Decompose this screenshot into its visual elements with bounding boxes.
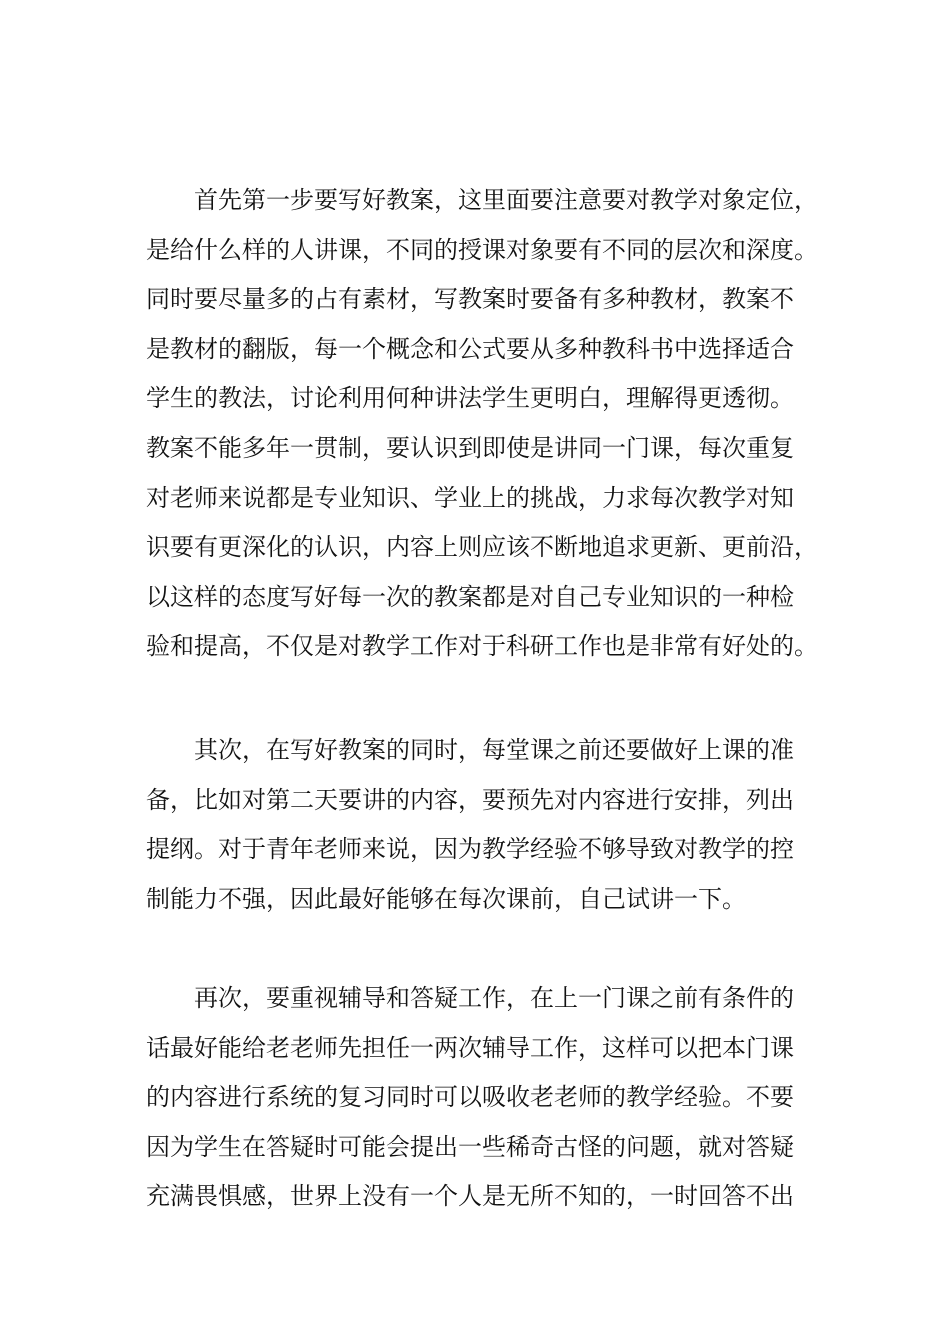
paragraph-line: 是给什么样的人讲课，不同的授课对象要有不同的层次和深度。 — [146, 235, 818, 264]
paragraph-line: 其次，在写好教案的同时，每堂课之前还要做好上课的准 — [194, 736, 794, 764]
paragraph-line: 充满畏惧感，世界上没有一个人是无所不知的，一时回答不出 — [146, 1182, 794, 1211]
paragraph-line: 制能力不强，因此最好能够在每次课前，自己试讲一下。 — [146, 884, 746, 913]
paragraph-line: 首先第一步要写好教案，这里面要注意要对教学对象定位， — [194, 186, 818, 214]
paragraph-line: 对老师来说都是专业知识、学业上的挑战，力求每次教学对知 — [146, 483, 794, 512]
paragraph-line: 提纲。对于青年老师来说，因为教学经验不够导致对教学的控 — [146, 835, 794, 864]
paragraph-line: 因为学生在答疑时可能会提出一些稀奇古怪的问题，就对答疑 — [146, 1132, 794, 1161]
paragraph-line: 学生的教法，讨论利用何种讲法学生更明白，理解得更透彻。 — [146, 384, 794, 413]
paragraph-line: 教案不能多年一贯制，要认识到即使是讲同一门课，每次重复 — [146, 433, 794, 462]
paragraph-2 — [146, 726, 826, 924]
paragraph-1 — [146, 176, 826, 672]
paragraph-line: 是教材的翻版，每一个概念和公式要从多种教科书中选择适合 — [146, 334, 794, 363]
paragraph-line: 识要有更深化的认识，内容上则应该不断地追求更新、更前沿， — [146, 533, 818, 562]
paragraph-line: 以这样的态度写好每一次的教案都是对自己专业知识的一种检 — [146, 582, 794, 611]
paragraph-line: 再次，要重视辅导和答疑工作，在上一门课之前有条件的 — [194, 984, 794, 1012]
paragraph-line: 的内容进行系统的复习同时可以吸收老老师的教学经验。不要 — [146, 1083, 794, 1112]
paragraph-line: 验和提高，不仅是对教学工作对于科研工作也是非常有好处的。 — [146, 632, 818, 661]
paragraph-line: 话最好能给老老师先担任一两次辅导工作，这样可以把本门课 — [146, 1033, 794, 1062]
paragraph-line: 备，比如对第二天要讲的内容，要预先对内容进行安排，列出 — [146, 785, 794, 814]
paragraph-line: 同时要尽量多的占有素材，写教案时要备有多种教材，教案不 — [146, 285, 794, 314]
paragraph-3 — [146, 974, 826, 1222]
